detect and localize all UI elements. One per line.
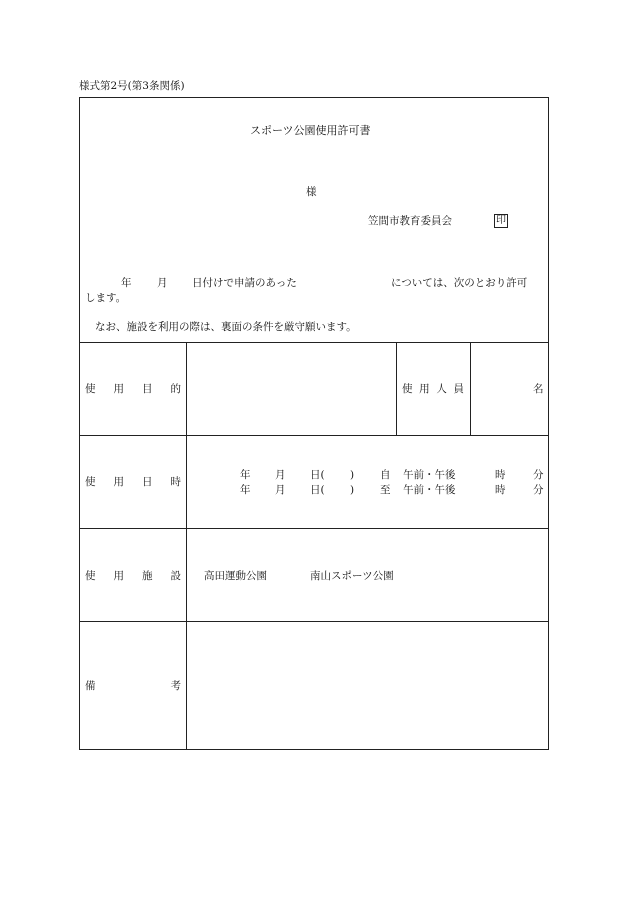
dt2-to: 至 [380, 484, 391, 496]
dt2-close: ) [350, 484, 355, 496]
remarks-label: 備 考 [85, 680, 181, 692]
table-top-line [79, 342, 549, 343]
dt2-hour: 時 [495, 484, 506, 496]
persons-label: 使 用 人 員 [402, 383, 464, 395]
facility-option-minamiyama[interactable]: 南山スポーツ公園 [310, 570, 394, 582]
dt2-year: 年 [240, 484, 251, 496]
dt1-ampm: 午前・午後 [403, 469, 456, 481]
addressee-suffix: 様 [306, 186, 317, 198]
row-divider-1 [79, 435, 549, 436]
dt2-month: 月 [275, 484, 286, 496]
datetime-label: 使 用 日 時 [85, 476, 181, 488]
dt1-year: 年 [240, 469, 251, 481]
body-month: 月 [157, 277, 168, 289]
form-reference: 様式第2号(第3条関係) [79, 80, 185, 92]
dt1-from: 自 [380, 469, 391, 481]
facility-option-takada[interactable]: 高田運動公園 [204, 570, 267, 582]
body-permit-text: については、次のとおり許可 [391, 277, 528, 289]
document-title: スポーツ公園使用許可書 [250, 124, 371, 137]
facility-label: 使 用 施 設 [85, 570, 181, 582]
dt2-minute: 分 [533, 484, 544, 496]
body-date-text: 日付けで申請のあった [192, 277, 297, 289]
dt1-month: 月 [275, 469, 286, 481]
persons-unit: 名 [533, 383, 544, 395]
dt1-day: 日( [310, 469, 325, 481]
issuer-name: 笠間市教育委員会 [368, 215, 452, 227]
persons-label-right-line [470, 342, 471, 435]
dt1-close: ) [350, 469, 355, 481]
seal-mark [494, 214, 508, 228]
body-continuation: します。 [85, 292, 127, 304]
row-divider-2 [79, 528, 549, 529]
dt2-day: 日( [310, 484, 325, 496]
dt2-ampm: 午前・午後 [403, 484, 456, 496]
seal-glyph: 印 [496, 215, 506, 226]
label-column-line [186, 342, 187, 750]
body-note: なお、施設を利用の際は、裏面の条件を厳守願います。 [95, 321, 357, 333]
purpose-label: 使 用 目 的 [85, 383, 181, 395]
persons-label-left-line [396, 342, 397, 435]
row-divider-3 [79, 621, 549, 622]
dt1-minute: 分 [533, 469, 544, 481]
dt1-hour: 時 [495, 469, 506, 481]
body-year: 年 [121, 277, 132, 289]
